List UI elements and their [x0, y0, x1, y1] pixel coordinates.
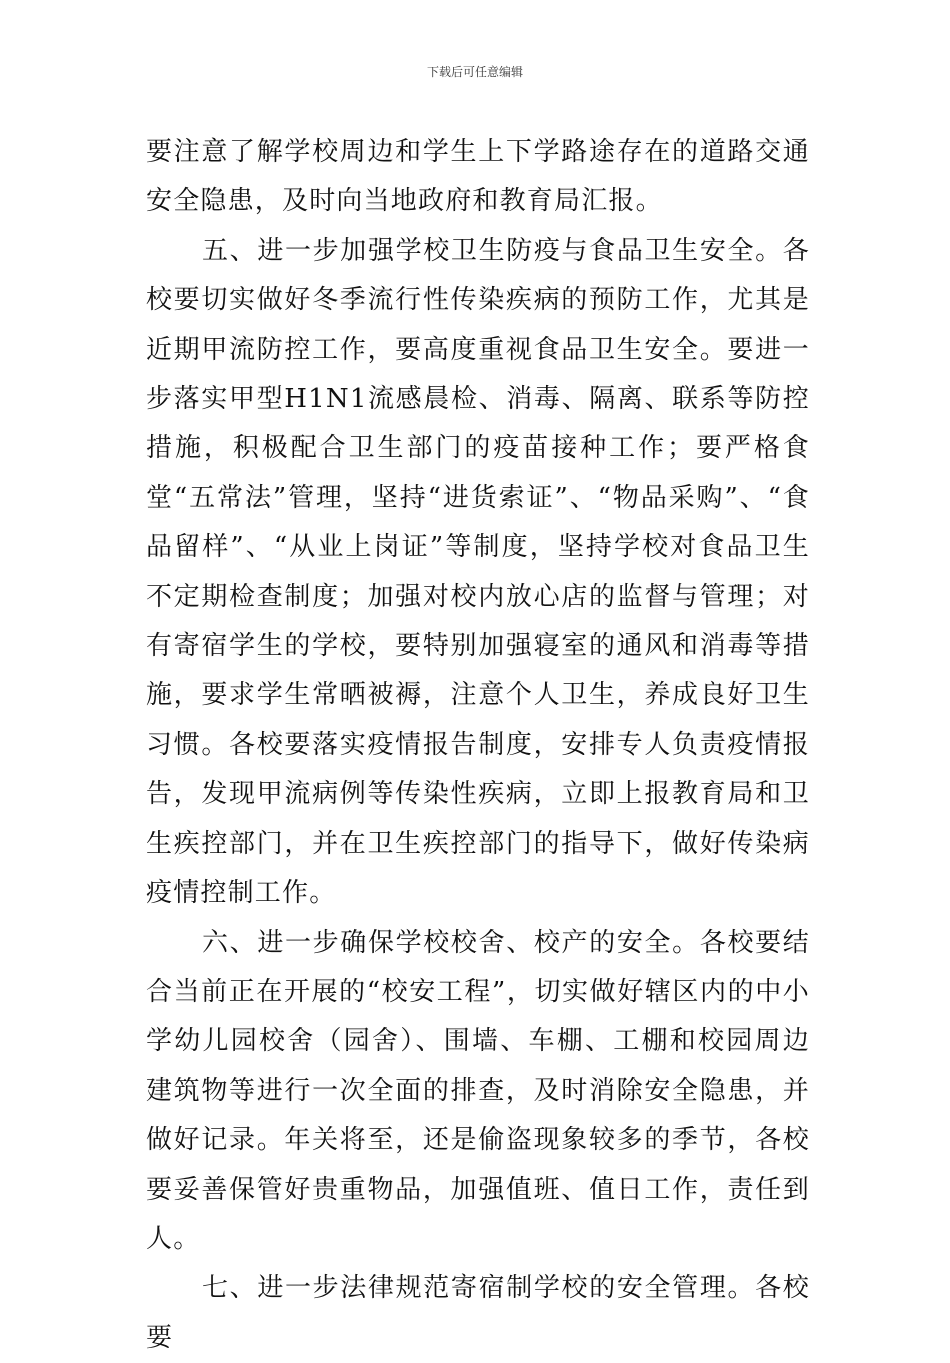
header-note: 下载后可任意编辑: [426, 65, 523, 79]
document-body: [146, 128, 810, 1363]
paragraph-continuation: 要注意了解学校周边和学生上下学路途存在的道路交通安全隐患，及时向当地政府和教育局汇报。: [146, 137, 810, 217]
paragraph-section-six: 六、进一步确保学校校舍、校产的安全。各校要结合当前正在开展的“校安工程”，切实做好辖区内的中小学幼儿园校舍（园舍）、围墙、车棚、工棚和校园周边建筑物等进行一次全面的排查，及时消除安全隐患，并做好记录。年关将至，还是偷盗现象较多的季节，各校要妥善保管好贵重物品，加强值班、值日工作，责任到人。: [146, 927, 810, 1254]
paragraph-section-seven: 七、进一步法律规范寄宿制学校的安全管理。各校要: [146, 1273, 810, 1353]
paragraph-section-five: 五、进一步加强学校卫生防疫与食品卫生安全。各校要切实做好冬季流行性传染疾病的预防工作，尤其是近期甲流防控工作，要高度重视食品卫生安全。要进一步落实甲型H1N1流感晨检、消毒、隔离、联系等防控措施，积极配合卫生部门的疫苗接种工作；要严格食堂“五常法”管理，坚持“进货索证”、“物品采购”、“食品留样”、“从业上岗证”等制度，坚持学校对食品卫生不定期检查制度；加强对校内放心店的监督与管理；对有寄宿学生的学校，要特别加强寝室的通风和消毒等措施，要求学生常晒被褥，注意个人卫生，养成良好卫生习惯。各校要落实疫情报告制度，安排专人负责疫情报告，发现甲流病例等传染性疾病，立即上报教育局和卫生疾控部门，并在卫生疾控部门的指导下，做好传染病疫情控制工作。: [146, 235, 810, 909]
